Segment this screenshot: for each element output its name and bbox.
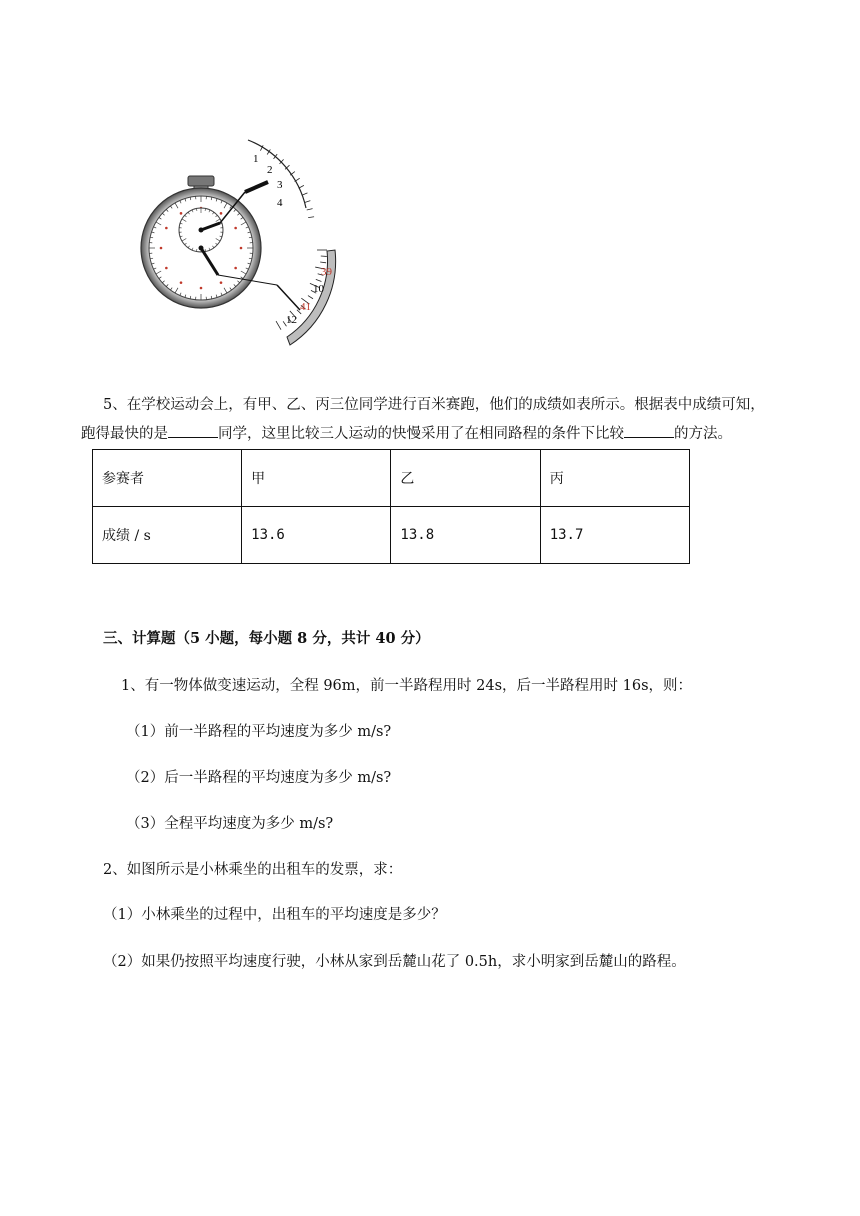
table-cell: 13.7 [540,507,689,564]
second-scale-label: 39 [321,266,332,278]
minute-scale-label: 1 [253,153,259,165]
table-cell: 甲 [242,450,391,507]
section-heading: 三、计算题（5 小题，每小题 8 分，共计 40 分） [103,630,430,647]
minute-scale-label: 2 [267,164,273,176]
minute-scale-label: 3 [277,179,283,191]
table-cell: 参赛者 [93,450,242,507]
q1-part: （2）后一半路程的平均速度为多少 m/s? [126,770,392,786]
answer-blank[interactable] [168,423,218,438]
table-cell: 乙 [391,450,540,507]
q2-stem: 2、如图所示是小林乘坐的出租车的发票，求： [103,862,403,878]
second-scale-label: 10 [313,283,324,295]
stopwatch-figure [130,130,370,355]
table-cell: 13.6 [242,507,391,564]
q2-part: （2）如果仍按照平均速度行驶，小林从家到岳麓山花了 0.5h，求小明家到岳麓山的路程。 [103,954,686,970]
second-scale-label: 41 [300,301,311,313]
q5-text: 同学，这里比较三人运动的快慢采用了在相同路程的条件下比较 [218,426,624,442]
table-cell: 丙 [540,450,689,507]
q1-part: （1）前一半路程的平均速度为多少 m/s? [126,724,392,740]
table-row [93,507,690,564]
q5-line-2 [81,423,732,445]
table-cell: 13.8 [391,507,540,564]
table-row [93,450,690,507]
q5-text: 跑得最快的是 [81,426,168,442]
minute-scale-label: 4 [277,197,283,209]
answer-blank[interactable] [624,423,674,438]
q5-text: 的方法。 [674,426,732,442]
table-cell: 成绩 / s [93,507,242,564]
q1-stem: 1、有一物体做变速运动，全程 96m，前一半路程用时 24s，后一半路程用时 16s，则： [121,678,693,694]
q2-part: （1）小林乘坐的过程中，出租车的平均速度是多少？ [103,907,446,923]
second-scale-label: 12 [286,314,297,326]
q5-line-1: 5、在学校运动会上，有甲、乙、丙三位同学进行百米赛跑，他们的成绩如表所示。根据表中成绩可知， [103,397,765,413]
results-table [92,449,690,564]
q1-part: （3）全程平均速度为多少 m/s? [126,816,334,832]
